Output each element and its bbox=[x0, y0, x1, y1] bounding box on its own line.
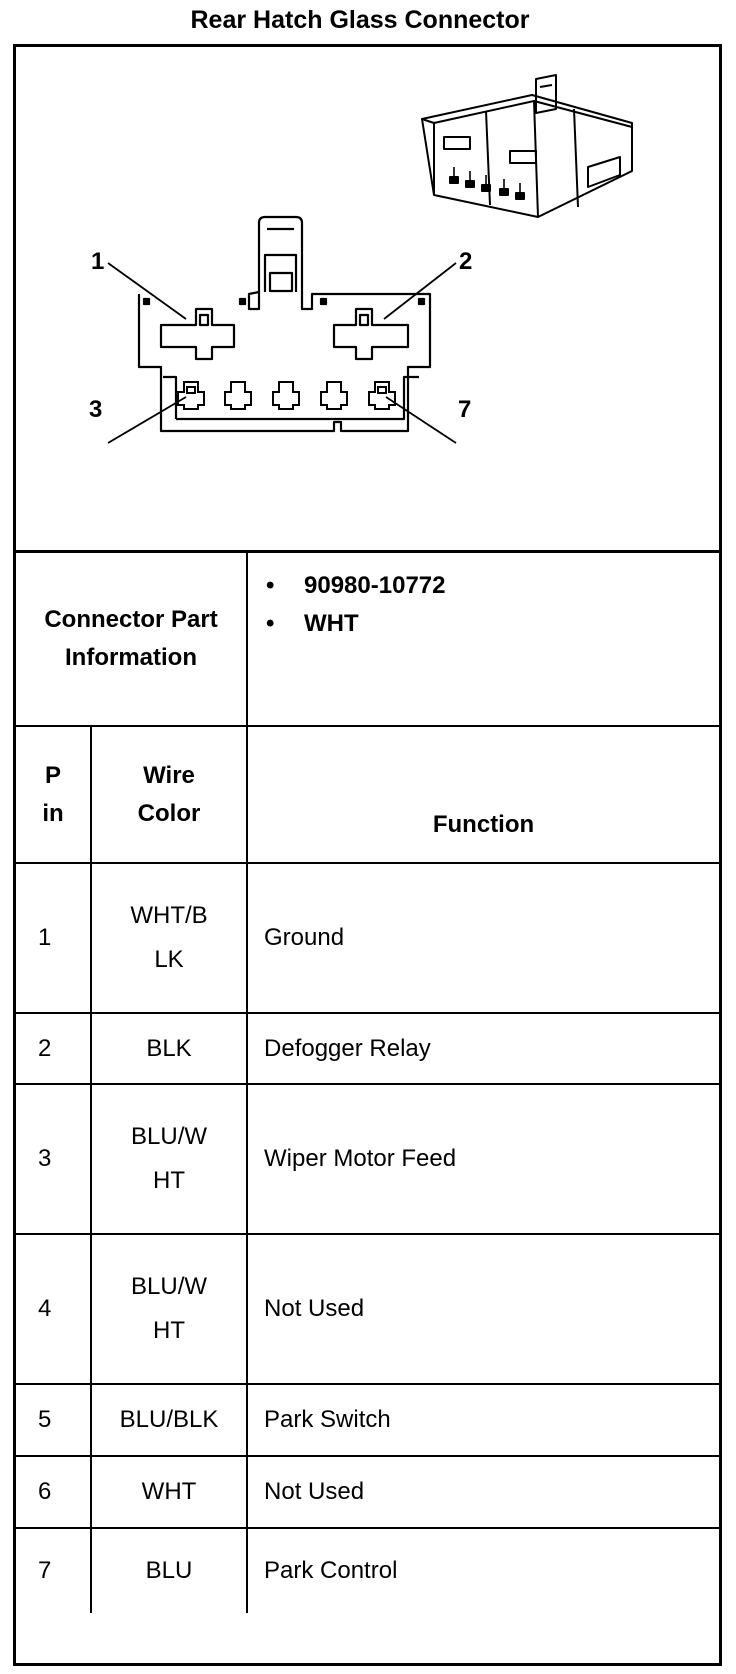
header-row bbox=[16, 726, 719, 863]
wire-color-header: Wire Color bbox=[91, 726, 247, 863]
connector-info-row bbox=[16, 553, 719, 726]
callout-3: 3 bbox=[89, 396, 103, 423]
table-row: 6 WHT Not Used bbox=[16, 1456, 719, 1528]
page-title: Rear Hatch Glass Connector bbox=[190, 6, 530, 34]
table-row: 1 WHT/B LK Ground bbox=[16, 863, 719, 1013]
callout-7: 7 bbox=[458, 396, 472, 423]
connector-face-drawing bbox=[16, 47, 719, 550]
connector-info-label: Connector Part Information bbox=[16, 553, 247, 726]
pin-header: P in bbox=[16, 726, 91, 863]
part-number-item: • 90980-10772 bbox=[266, 572, 446, 599]
connector-color-item: • WHT bbox=[266, 610, 359, 637]
table-row: 4 BLU/W HT Not Used bbox=[16, 1234, 719, 1384]
callout-2: 2 bbox=[459, 248, 473, 275]
table-row: 5 BLU/BLK Park Switch bbox=[16, 1384, 719, 1456]
connector-diagram bbox=[16, 47, 719, 553]
table-row: 3 BLU/W HT Wiper Motor Feed bbox=[16, 1084, 719, 1234]
function-header: Function bbox=[247, 726, 719, 863]
table-row: 7 BLU Park Control bbox=[16, 1528, 719, 1613]
table-row: 2 BLK Defogger Relay bbox=[16, 1013, 719, 1084]
connector-isometric-view bbox=[422, 75, 632, 217]
connector-table-frame bbox=[13, 44, 722, 1666]
pin-table bbox=[16, 553, 719, 1613]
connector-info-list bbox=[247, 553, 719, 726]
callout-1: 1 bbox=[91, 248, 105, 275]
small-terminals bbox=[178, 382, 395, 409]
